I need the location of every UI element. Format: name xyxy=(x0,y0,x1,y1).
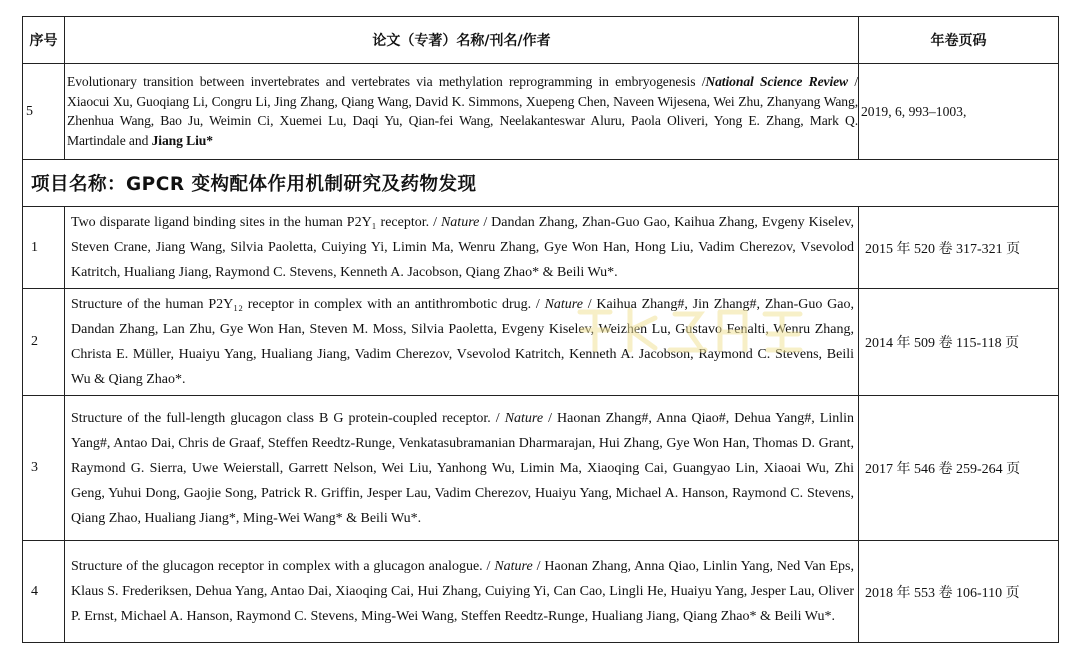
author-list: / Haonan Zhang, Anna Qiao, Linlin Yang, Ned Van Eps, Klaus S. Frederiksen, Dehua Yang, Antao Dai, Xiaoqing Cai, Hui Zhang, Cuiying Yi, Can Cao, Lingli He, Huaiyu Yang, Jesper Lau, Oliver P. Ernst, Michael A. Hanson, Raymond C. Stevens, Ming-Wei Wang, Steffen Reedtz-Runge, Hualiang Jiang, Qiang Zhao* & Beili Wu*. xyxy=(71,559,854,624)
row-index: 2 xyxy=(23,289,65,396)
row-index: 4 xyxy=(23,541,65,643)
author-list: / Kaihua Zhang#, Jin Zhang#, Zhan-Guo Gao, Dandan Zhang, Lan Zhu, Gye Won Han, Steven M. Moss, Silvia Paoletta, Evgeny Kiselev, Weizhen Lu, Gustavo Fenalti, Wenru Zhang, Christa E. Müller, Huaiyu Yang, Hualiang Jiang, Vadim Cherezov, Vsevolod Katritch, Kenneth A. Jacobson, Raymond C. Stevens, Beili Wu & Qiang Zhao*. xyxy=(71,297,854,387)
journal-name: National Science Review xyxy=(705,74,849,89)
table-row xyxy=(23,207,1059,289)
paper-title: Evolutionary transition between invertebrates and vertebrates via methylation reprogramming in embryogenesis / xyxy=(67,74,706,89)
table-header-row xyxy=(23,17,1059,64)
row-index: 5 xyxy=(23,64,65,160)
paper-entry xyxy=(65,289,859,396)
journal-name: Nature xyxy=(504,410,544,426)
header-index: 序号 xyxy=(23,17,65,64)
year-volume-pages: 2014 年 509 卷 115-118 页 xyxy=(859,289,1059,396)
table-row xyxy=(23,64,1059,160)
publications-table xyxy=(22,16,1059,643)
paper-entry xyxy=(65,64,859,160)
header-paper-title: 论文（专著）名称/刊名/作者 xyxy=(65,17,859,64)
corresponding-author: Jiang Liu* xyxy=(151,132,213,148)
row-index: 3 xyxy=(23,396,65,541)
author-list: / Haonan Zhang#, Anna Qiao#, Dehua Yang#, Linlin Yang#, Antao Dai, Chris de Graaf, Steffen Reedtz-Runge, Venkatasubramanian Dharmarajan, Hui Zhang, Gye Won Han, Thomas D. Grant, Raymond G. Sierra, Uwe Weierstall, Garrett Nelson, Wei Liu, Yanhong Wu, Limin Ma, Xiaoqing Cai, Guangyao Lin, Xiaoai Wu, Zhi Geng, Yuhui Dong, Gaojie Song, Patrick R. Griffin, Jesper Lau, Vadim Cherezov, Huaiyu Yang, Michael A. Hanson, Raymond C. Stevens, Qiang Zhao, Hualiang Jiang*, Ming-Wei Wang* & Beili Wu*. xyxy=(71,410,854,526)
table-row xyxy=(23,289,1059,396)
paper-entry xyxy=(65,207,859,289)
journal-name: Nature xyxy=(544,297,583,312)
paper-entry xyxy=(65,541,859,643)
row-index: 1 xyxy=(23,207,65,289)
author-list: / Xiaocui Xu, Guoqiang Li, Congru Li, Jing Zhang, Qiang Wang, David K. Simmons, Xuepeng Chen, Naveen Wijesena, Wei Zhu, Zhanyang Wang, Zhenhua Wang, Bao Ju, Weimin Ci, Xuemei Lu, Daqi Yu, Qian-fei Wang, Neelakanteswar Aluru, Paola Oliveri, Yong E. Zhang, Mark Q. Martindale and xyxy=(67,74,859,148)
paper-title: Structure of the human P2Y₁₂ receptor in complex with an antithrombotic drug. / xyxy=(71,297,545,312)
year-volume-pages: 2017 年 546 卷 259-264 页 xyxy=(859,396,1059,541)
section-header-row xyxy=(23,160,1059,207)
author-list: / Dandan Zhang, Zhan-Guo Gao, Kaihua Zhang, Evgeny Kiselev, Steven Crane, Jiang Wang, Silvia Paoletta, Cuiying Yi, Limin Ma, Wenru Zhang, Gye Won Han, Hong Liu, Vadim Cherezov, Vsevolod Katritch, Hualiang Jiang, Raymond C. Stevens, Kenneth A. Jacobson, Qiang Zhao* & Beili Wu*. xyxy=(71,215,854,280)
paper-entry xyxy=(65,396,859,541)
journal-name: Nature xyxy=(494,559,533,574)
project-title: 项目名称：GPCR 变构配体作用机制研究及药物发现 xyxy=(23,160,1059,207)
table-row xyxy=(23,541,1059,643)
year-volume-pages: 2019, 6, 993–1003, xyxy=(859,64,1059,160)
journal-name: Nature xyxy=(440,215,480,230)
paper-title: Structure of the glucagon receptor in complex with a glucagon analogue. / xyxy=(71,559,495,574)
paper-title: Two disparate ligand binding sites in the human P2Y₁ receptor. / xyxy=(71,215,441,230)
year-volume-pages: 2018 年 553 卷 106-110 页 xyxy=(859,541,1059,643)
header-year-volume-pages: 年卷页码 xyxy=(859,17,1059,64)
year-volume-pages: 2015 年 520 卷 317-321 页 xyxy=(859,207,1059,289)
table-row xyxy=(23,396,1059,541)
paper-title: Structure of the full-length glucagon class B G protein-coupled receptor. / xyxy=(71,410,505,426)
